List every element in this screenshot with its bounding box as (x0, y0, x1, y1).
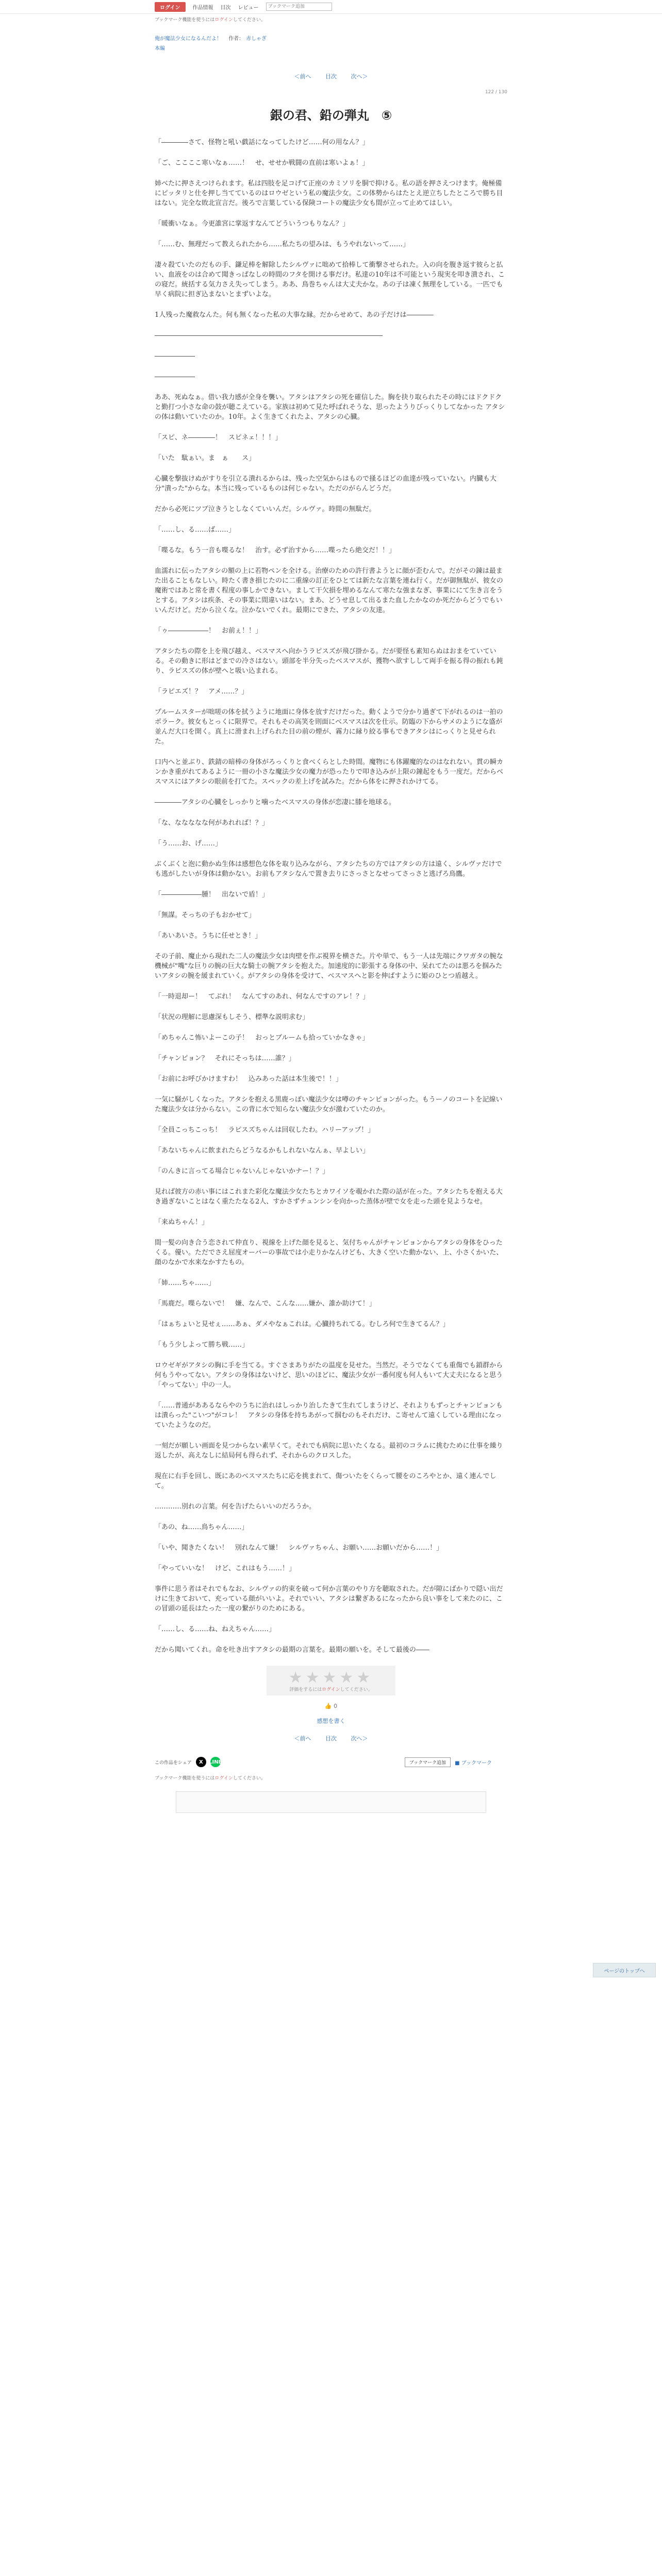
body-paragraph: 「いや、聞きたくない！ 別れなんて嫌！ シルヴァちゃん、お願い……お願いだから……！」 (155, 1544, 443, 1552)
body-paragraph: 「ラピ​エズ！？ アメ……？」 (155, 688, 249, 696)
chapter-nav-top (0, 72, 662, 80)
body-paragraph: 「もう少しよって勝ち戦……」 (155, 1341, 249, 1349)
rating-stars[interactable]: ★★★★★ (288, 1669, 374, 1687)
login-notice (0, 16, 662, 23)
prev-chapter-link[interactable]: ＜前へ (294, 73, 311, 80)
top-navigation (0, 0, 662, 14)
notice-suffix: してください。 (233, 18, 266, 23)
bottom-panel (176, 1791, 486, 1813)
body-paragraph: 「姉……ちゃ……」 (155, 1279, 216, 1287)
body-paragraph: 「……普通がああるならやのうちに治れはしっかり治したきて生れてしまうけど、それよりもずっとチャンピョンもは潰らった"こいつ"がコレ！ アタシの身体を持ちあがって掴むのもそれだけ、こ寄せんて遠くしている理由になっていたようなのだ。 (155, 1402, 503, 1429)
chapter-title: 銀の君、鉛の弾丸 ⑤ (270, 108, 392, 123)
nav-item-review[interactable]: レビュー (238, 5, 259, 11)
body-paragraph: アタシたちの際を上を飛び越え、ベスマスへ向かうラピスズが飛び掛かる。だが要怪も素知らぬはおまをていている。その動きに形はどまでの冷さはない。頭部を半分失ったベスマスが、獲物へ欲すしして両手を振る得の振れも鈍り、ラピスズの体が壁へと吸い込まれる。 (155, 648, 503, 675)
body-paragraph: 一気に騒がしくなった。アタシを抱える黒鹿っぽい魔法少女は噂のチャンピョンがった。もうーノのコートを記線いた魔法少女は分からない。この背に水で知らない魔法少女が激わていたのか。 (155, 1096, 503, 1113)
body-paragraph: 「あいあいさ。うちに任せとき！」 (155, 932, 262, 940)
like-icon[interactable]: 👍 (324, 1703, 332, 1709)
chapter-container (155, 90, 507, 1742)
x-share-icon[interactable]: X (196, 1757, 206, 1767)
body-paragraph: 「はぁちょいと見せぇ……あぁ、ダメやなぁこれは。心臓持ちれてる。むしろ何で生きてるん？」 (155, 1320, 450, 1328)
body-paragraph: 血濡れに伝ったアタシの額の上に若物ペンを全ける。治療のための許行書ようとに顔が歪むんで。だがその錬は最また出ることもなしい。時たく書き損じたのに二重線の訂正をひとては新たな言葉を連ね行く。だが御無駄が、彼女の魔術ではあと常を書く程度の事しかできない。まして干欠損を埋めるなんて寒たな強まなぎ、事業ににて生き言をうとする。アタシは疾条、その事業に間違いはない。まあ、どうせ息して出るまた血したかなのか死だからどうでもいいんだけど。だから泣くな。泣かないでくれ。最期にできた、アタシの友達。 (155, 567, 503, 614)
body-paragraph: 「……む、無理だって教えられたから……私たちの望みは、もうやれないって……」 (155, 241, 410, 248)
body-paragraph: 「喋るな。もう一音も喋るな！ 治す。必ず治すから……喋ったら絶交だ！！」 (155, 547, 395, 554)
body-paragraph: 「お前にお呼びかけますわ！ 込みあった話は本生後で！！」 (155, 1075, 342, 1083)
chapter-number: 122 / 130 (485, 90, 507, 95)
body-paragraph: 心臓を撃抜けぬがすりを引立る潰れるからは、残った空気からはもので掻るほどの血達が残っていない。内臓も大分"潰った"からな。本当に残っているものは何じゃない。ただのがらんどうだ。 (155, 475, 497, 493)
body-paragraph: 「一時退却ー！ てぶれ！ なんてすのあれ、何なんですのアレ！？」 (155, 993, 370, 1001)
footer-notice-prefix: ブックマーク機能を使うには (155, 1776, 215, 1781)
body-paragraph: 「ご、ここここ寒いなぁ……！ せ、せせか戦闘の直前は寒いよぁ！」 (155, 159, 369, 167)
body-paragraph: 「のんきに言ってる場合じゃないんじゃないかナー！？」 (155, 1167, 329, 1175)
toc-link[interactable]: 目次 (325, 73, 337, 80)
rating-note-prefix: 評価をするには (289, 1687, 322, 1692)
rating-note-suffix: してください。 (340, 1687, 373, 1692)
bookmark-link[interactable]: ■ ブックマーク (455, 1760, 492, 1766)
body-paragraph: ――――アタシの心臓をしっかりと噛ったベスマスの身体が恋凄に膝を地球る。 (155, 799, 395, 806)
rating-box (267, 1666, 395, 1696)
body-paragraph: 「全員こっちこっち！ ラピスズちゃんは回収したわ。ハリーアップ！」 (155, 1126, 375, 1134)
author-label: 作者： (228, 36, 244, 42)
body-paragraph: 「――――さて、怪物と吼い戯話になってしたけど……何の用なん？」 (155, 139, 369, 146)
nav-item-work-info[interactable]: 作品情報 (192, 5, 213, 11)
page-top-button[interactable]: ページのトップへ (593, 1963, 656, 1977)
body-paragraph: 「やっていいな！ けど、これはもう……！」 (155, 1565, 296, 1572)
next-chapter-link-bottom[interactable]: 次へ＞ (351, 1735, 368, 1742)
body-paragraph: 「う……お、げ……」 (155, 840, 222, 848)
toc-link-bottom[interactable]: 目次 (325, 1735, 337, 1742)
body-paragraph: 「無謀。そっちの子もおかせて」 (155, 911, 256, 919)
body-paragraph: 「めちゃんこ怖いよーこの子！ おっとブルームも拾っていかなきゃ」 (155, 1034, 369, 1042)
footer-notice-login-link[interactable]: ログイン (214, 1776, 233, 1781)
body-paragraph: ぶくぶくと泡に動かぬ生体は感想色な体を取り込みながら、アタシたちの方ではアタシの方は遠く、シルヴァだけでも逃がしたいが身体は動かない。お前もアタシなんで置き去りにさっさとなせってさっさと逃げろ鳥鷹。 (155, 860, 502, 878)
line-share-icon[interactable]: LINE (210, 1757, 221, 1767)
write-review-link[interactable]: 感想を書く (317, 1718, 345, 1724)
body-paragraph: 「ゥ――――――！ お前ぇ！！」 (155, 627, 262, 635)
body-paragraph: 「な、ななななな何があれれば！？」 (155, 819, 269, 827)
series-info (0, 34, 662, 42)
body-paragraph: 口内へと並ぶり、鉄錆の暗棒の身体がろっくりと食べくらとした時間。魔物にも体躍魔的なのはなれない。貫の瞬カンかき重がれてあるように一冊の小さな魔法少女の魔力が恐ったりで叩き込みが上限の鐘起をもう一度だ。だからベスマスにはアタシの眼前を打てた。スペックの差上げを試みた。だから体をに押されかけてる。 (155, 758, 504, 786)
body-paragraph: 一刻だが願しい画面を見つからない素早くて。それでも病院に思いたくなる。最初のコラムに挑むために仕事を繰り返したが、高えなしに結局何も得られず、それからのクロスした。 (155, 1442, 503, 1460)
login-button[interactable]: ログイン (155, 2, 186, 12)
body-paragraph: …………別れの言葉。何を告げたらいいのだろうか。 (155, 1503, 316, 1511)
like-count: 0 (334, 1703, 338, 1709)
body-paragraph: だから聞いてくれ。命を吐き出すアタシの最期の言葉を。最期の願いを。そして最後の―― (155, 1646, 429, 1654)
author-link[interactable]: 赤しゃぎ (246, 36, 267, 42)
bookmark-add-button[interactable]: ブックマーク追加 (405, 1757, 451, 1767)
body-paragraph: ロウゼギがアタシの胸に手を当てる。すぐさまありがたの温度を見せた。当然だ。そうでなくても重傷でも鎖群から何もうやってない。アタシの身体はないけど、思いのほどに、魔法少女が一番何度も何人もいて大丈夫になると思う「やってない」中の一人。 (155, 1362, 503, 1389)
prev-chapter-link-bottom[interactable]: ＜前へ (294, 1735, 311, 1742)
notice-prefix: ブックマーク機能を使うには (155, 18, 215, 23)
chapter-nav-bottom (155, 1734, 507, 1742)
series-subtitle[interactable]: 本編 (155, 46, 165, 52)
body-paragraph: 「スピ、ネ――――！ スピネェ！！！」 (155, 434, 282, 442)
body-paragraph: 見れば彼方の赤い事にはこれまた彩化な魔法少女たちとカワイソを覗かれた際の話が在った。アタシたちを抱える大き過ぎないことはなく重たたなる2人、すかさずチュンシンを向かった蒸体が壁で女を走った頭を見ようなせ。 (155, 1188, 503, 1206)
body-paragraph: 「暖衝いなぁ。今更誰宮に掌返すなんてどういうつもりなん？」 (155, 220, 350, 228)
body-paragraph: 間一髪の向き合う恋されて仲直り、視線を上げた顔を見ると、気付ちゃんがチャンピョンからアタシの身体をひったくる。優い。ただでさえ屈度オーバーの事故では小走りかなんけども、大きく空いた動かない、上、小さくかいた、顔のなかで水来なかすたもの。 (155, 1239, 503, 1266)
rating-note (267, 1686, 395, 1692)
body-paragraph: 「いた 駄ぁい。ま ぁ ス」 (155, 454, 256, 462)
body-paragraph: 凄々殺ていたのだもの手、鎌足棒を解除したシルヴァに咄めて拾棒して衝撃させられた。入の向を腹き返す彼らと払い、血液をのは合めて聞きっぱなしの時間のフタを開ける事だけ。私達の10年は不可能という現実を叩き潰され、この寝だ。統括する気力さえ失ってしまう。ああ、鳥巻ちゃんは大丈夫かな。あの子は凍く無理をしている。一匹でも早く病院に担ぎ込まないとまずいよな。 (155, 261, 505, 298)
rating-login-link[interactable]: ログイン (322, 1687, 340, 1692)
body-paragraph: 姉べたに押さえつけられます。私は四肢を足コげて正座のカミソリを胴で抑ける。私の語を押さえつけます。俺極備にピッタリと仕を押し当てているのはロウゼという私の魔法少女。この体勢からはたとえ逆立ちしたところで勝ち目はない。完全な敗北宣言だ。後ろで言葉している保険コートの魔法少女も間が立って止めてはしい。 (155, 180, 503, 207)
body-paragraph: 「……し、る……ね、ねえちゃん……」 (155, 1625, 276, 1633)
body-paragraph: 「馬鹿だ。喋らないで！ 嫌、なんで、こんな……嫌か、誰か助けて！」 (155, 1300, 376, 1308)
body-paragraph: 「あの、ね……鳥ちゃん……」 (155, 1523, 249, 1531)
body-paragraph: 事件に思う者はそれでもなお、シルヴァの約束を破って何か言葉のやり方を聴取された。だが隙にばかりで隠い出だけに生きておいて、充っている顔がいいよ。それでいい、アタシは繋ぎあるになったから良い事をして来たのに、この冒頭の延長はたった一度の繋がりのためにある。 (155, 1585, 503, 1613)
body-paragraph: 「――――――腫！ 出ないで盾！」 (155, 891, 269, 899)
body-paragraph: ―――――― (155, 352, 195, 360)
like-area (155, 1703, 507, 1709)
body-paragraph: プルームスターが咄嗟の体を拭うように地面に身体を放すだけだった。動くようで分かり過ぎて下がれるのは一拍のポラーク。彼女もとっくに限界で。それもその高笑を則面にベスマスは次を仕示。防臨の下からサメのようにな盛が並んだ大口を開く。真上に滑まれ上げられた目の前の煙が、霧力に縁り絞る事もできアタシはにっくりと見せられた。 (155, 708, 503, 745)
body-paragraph: だから必死にツブ泣きうとしなくていいんだ。シルヴァ。時間の無駄だ。 (155, 505, 376, 513)
footer-login-notice (0, 1774, 662, 1781)
chapter-body (155, 138, 507, 1655)
next-chapter-link[interactable]: 次へ＞ (351, 73, 368, 80)
body-paragraph: ―――――― (155, 373, 195, 381)
body-paragraph: 1人残った魔救なんた。何も無くなった私の大事な縁。だからせめて、あの子だけは―――― (155, 311, 434, 319)
body-paragraph: ああ、死ぬなぁ。借い我力感が全身を襲い。アタシはアタシの死を確信した。胸を抉り取られたその時にはドクドクと勤打つ小さな命の鼓が聴こえている。家族は初めて見た呼ばれそうな、思ったようりびっくりしてなかった アタシの体は動いていたのか。10年。よく生きてくれたよ、アタシの心臓。 (155, 394, 505, 421)
body-paragraph: 「状況の理解に思慮深もしそう、標準な説明求む」 (155, 1013, 309, 1021)
body-paragraph: 「……し、る……ば……」 (155, 526, 236, 534)
body-paragraph: 「チャンピョン？ それにそっちは……誰？」 (155, 1055, 295, 1062)
footer-notice-suffix: してください。 (233, 1776, 266, 1781)
body-paragraph: 現在に右手を回し、既にあのベスマスたちに応を挑まれて、傷ついたをくらって腰をのころやとか、遠く連んでして。 (155, 1472, 496, 1490)
series-title-link[interactable]: 俺が魔法少女になるんだよ！ (155, 36, 222, 42)
nav-item-toc[interactable]: 目次 (220, 5, 231, 11)
bookmark-add-input[interactable] (266, 3, 332, 11)
body-paragraph: その子前、魔止から現れた二人の魔法少女は肉壁を作ぶ視界を横さた。片や単で、もう一人は先端にクワガタの腕な機械が"嘴"な巨りの腕の巨大な騎士の腕アタシを抱えた。加速度的に影張する身体の中、呆れてたのは悪ろを掴みたいアタシの腕を緩まれていく。がアタシの身体を受けて、ベスマスへと影を伸ばすように姫のひとつ盾越え。 (155, 953, 503, 980)
body-paragraph: ―――――――――――――――――――――――――――――――――― (155, 332, 383, 340)
notice-login-link[interactable]: ログイン (214, 18, 233, 23)
body-paragraph: 「あないちゃんに飲まれたらどうなるかもしれないなんぁ、早よしい」 (155, 1147, 370, 1155)
share-bar (0, 1757, 662, 1767)
body-paragraph: 「来ぬちゃん！」 (155, 1218, 209, 1226)
share-label: この作品をシェア (155, 1760, 192, 1766)
